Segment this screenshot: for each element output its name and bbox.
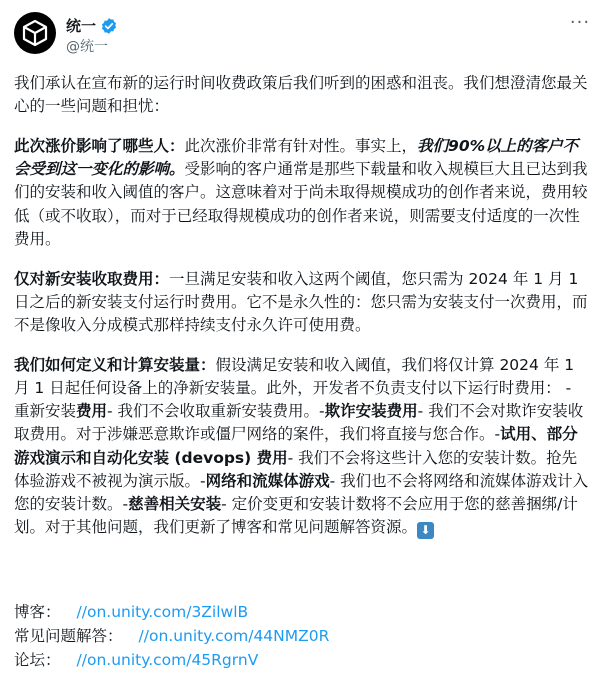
author-handle[interactable]: @统一 [66, 39, 108, 55]
post-body [14, 72, 589, 556]
more-options-icon[interactable]: ··· [569, 12, 591, 33]
paragraph-text: 一旦满足安装和收入这两个阈值，您只需为 2024 年 1 月 1 日之后的新安装支付运行时费用。它不是永久性的：您只需为安装支付一次费用，而不是像收入分成模式那样持续支付永久许可使用费。 [14, 269, 588, 335]
paragraph-heading: 我们如何定义和计算安装量： [14, 355, 216, 374]
emphasis-text: 我们90%以上的客户不会受到这一变化的影响。 [14, 137, 579, 179]
link-row-faq [14, 624, 589, 648]
post-intro: 我们承认在宣布新的运行时间收费政策后我们听到的困惑和沮丧。我们想澄清您最关心的一些问题和担忧： [14, 74, 588, 116]
verified-badge-icon [100, 17, 118, 35]
blog-link[interactable]: //on.unity.com/3ZilwlB [76, 603, 249, 621]
paragraph-text: - 我们也不会将网络和流媒体游戏计入您的安装计数。- [14, 471, 589, 514]
link-label: 博客： [14, 603, 61, 621]
bold-term: 网络和流媒体游戏 [205, 471, 330, 490]
post-paragraph-new-installs [14, 268, 589, 338]
bold-term: 试用、部分游戏演示和自动化安装 (devops) 费用 [14, 425, 578, 467]
bold-term: 慈善相关安装 [128, 495, 222, 514]
link-label: 常见问题解答： [14, 627, 123, 645]
paragraph-text: - 定价变更和安装计数将不会应用于您的慈善捆绑/计划。对于其他问题，我们更新了博客和常见问题解答资源。 [14, 495, 578, 537]
paragraph-heading: 此次涨价影响了哪些人： [14, 137, 185, 155]
bold-term: 欺诈安装费用 [324, 402, 418, 421]
post-paragraph-definition [14, 354, 589, 540]
paragraph-text: 此次涨价非常有针对性。事实上， [184, 137, 418, 155]
link-row-forum [14, 648, 589, 672]
link-label: 论坛： [14, 651, 61, 669]
paragraph-text: - 我们不会收取重新安装费用。- [107, 402, 325, 421]
faq-link[interactable]: //on.unity.com/44NMZ0R [138, 627, 330, 645]
forum-link[interactable]: //on.unity.com/45RgrnV [76, 651, 259, 669]
paragraph-text: 受影响的客户通常是那些下载量和收入规模巨大且已达到我们的安装和收入阈值的客户。这意味着对于尚未取得规模成功的创作者来说，费用较低（或不收取），而对于已经取得规模成功的创作者来说，则需要支付适度的一次性费用。 [14, 160, 588, 248]
unity-logo-icon[interactable] [14, 12, 56, 54]
author-name-row [66, 15, 118, 36]
down-arrow-emoji-icon: ⬇ [417, 522, 434, 539]
resource-links [14, 600, 589, 672]
bold-term: 费用 [76, 402, 108, 421]
paragraph-heading: 仅对新安装收取费用： [14, 269, 170, 288]
post-paragraph-impact [14, 135, 589, 251]
link-row-blog [14, 600, 589, 624]
paragraph-text: 假设满足安装和收入阈值，我们将仅计算 2024 年 1 月 1 日起任何设备上的净新安装量。此外，开发者不负责支付以下运行时费用： - 重新安装 [14, 355, 575, 421]
paragraph-text: - 我们不会将这些计入您的安装计数。抢先体验游戏不被视为演示版。- [14, 448, 578, 490]
paragraph-text: - 我们不会对欺诈安装收取费用。对于涉嫌恶意欺诈或僵尸网络的案件，我们将直接与您合作。- [14, 402, 584, 444]
author-display-name[interactable]: 统一 [66, 17, 97, 35]
post-header [14, 12, 599, 56]
